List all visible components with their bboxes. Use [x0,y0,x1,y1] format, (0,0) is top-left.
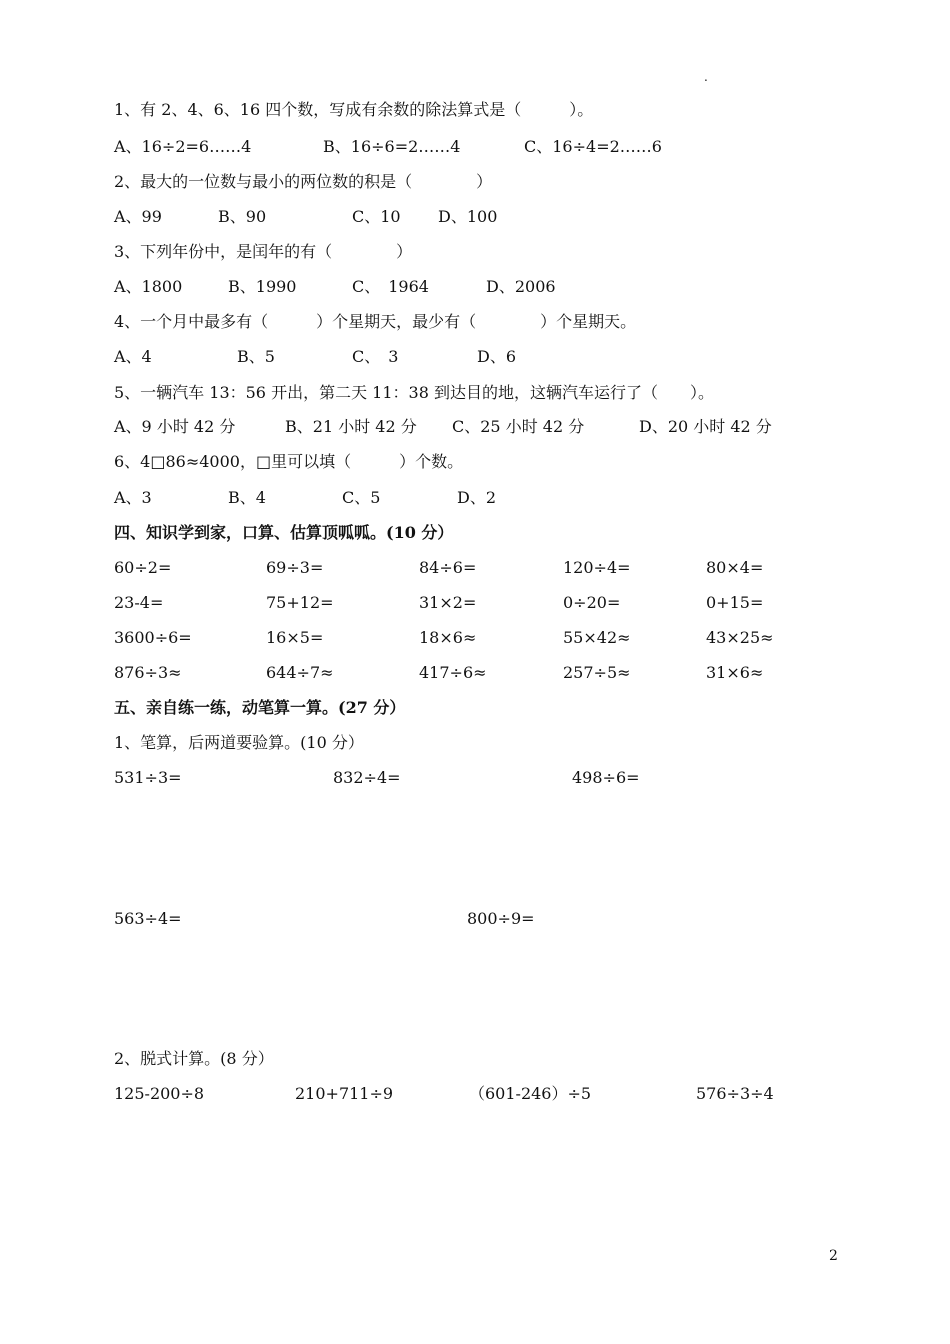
question-2-stem: 2、最大的一位数与最小的两位数的积是（ ） [114,172,493,191]
question-6-option-d: D、2 [457,488,497,507]
question-3-option-c: C、 1964 [352,277,429,296]
mental-math-item: 0÷20= [563,593,621,612]
question-1-option-c: C、16÷4=2……6 [524,137,662,156]
question-1-option-b: B、16÷6=2……4 [323,137,461,156]
section-5-part-2-title: 2、脱式计算。(8 分） [114,1049,274,1068]
question-4-option-c: C、 3 [352,347,399,366]
section-5-heading: 五、亲自练一练，动笔算一算。(27 分） [114,698,406,717]
question-6-option-a: A、3 [114,488,152,507]
mental-math-item: 43×25≈ [706,628,774,647]
mental-math-item: 31×6≈ [706,663,764,682]
question-2-option-d: D、100 [438,207,498,226]
written-calc-item: 531÷3= [114,768,182,787]
mental-math-item: 84÷6= [419,558,477,577]
mental-math-item: 644÷7≈ [266,663,334,682]
mental-math-item: 16×5= [266,628,324,647]
mental-math-item: 60÷2= [114,558,172,577]
question-3-option-a: A、1800 [114,277,183,296]
question-5-option-d: D、20 小时 42 分 [639,417,772,436]
question-4-option-d: D、6 [477,347,517,366]
mental-math-item: 417÷6≈ [419,663,487,682]
question-3-option-b: B、1990 [228,277,297,296]
written-calc-item: 563÷4= [114,909,182,928]
written-calc-item: 800÷9= [467,909,535,928]
step-calc-item: 125-200÷8 [114,1084,205,1103]
question-1-option-a: A、16÷2=6……4 [114,137,252,156]
question-3-option-d: D、2006 [486,277,556,296]
question-2-option-a: A、99 [114,207,162,226]
mental-math-item: 31×2= [419,593,477,612]
header-mark: . [704,70,708,84]
section-5-part-1-title: 1、笔算，后两道要验算。(10 分） [114,733,364,752]
mental-math-item: 120÷4= [563,558,631,577]
step-calc-item: （601-246）÷5 [469,1084,592,1103]
question-5-option-c: C、25 小时 42 分 [452,417,585,436]
mental-math-item: 18×6≈ [419,628,477,647]
question-2-option-b: B、90 [218,207,267,226]
written-calc-item: 498÷6= [572,768,640,787]
question-6-option-c: C、5 [342,488,381,507]
question-5-option-a: A、9 小时 42 分 [114,417,236,436]
question-1-stem: 1、有 2、4、6、16 四个数，写成有余数的除法算式是（ ）。 [114,100,594,119]
question-5-option-b: B、21 小时 42 分 [285,417,417,436]
page-number: 2 [829,1248,838,1264]
step-calc-item: 576÷3÷4 [696,1084,774,1103]
mental-math-item: 3600÷6= [114,628,192,647]
question-2-option-c: C、10 [352,207,401,226]
mental-math-item: 257÷5≈ [563,663,631,682]
mental-math-item: 876÷3≈ [114,663,182,682]
step-calc-item: 210+711÷9 [295,1084,394,1103]
mental-math-item: 23-4= [114,593,164,612]
question-5-stem: 5、一辆汽车 13：56 开出，第二天 11：38 到达目的地，这辆汽车运行了（ ）。 [114,383,714,402]
question-4-option-a: A、4 [114,347,152,366]
question-4-option-b: B、5 [237,347,275,366]
written-calc-item: 832÷4= [333,768,401,787]
question-6-stem: 6、4□86≈4000，□里可以填（ ）个数。 [114,452,464,471]
mental-math-item: 55×42≈ [563,628,631,647]
question-3-stem: 3、下列年份中，是闰年的有（ ） [114,242,413,261]
question-6-option-b: B、4 [228,488,266,507]
mental-math-item: 75+12= [266,593,334,612]
question-4-stem: 4、一个月中最多有（ ）个星期天，最少有（ ）个星期天。 [114,312,637,331]
section-4-heading: 四、知识学到家，口算、估算顶呱呱。(10 分） [114,523,454,542]
mental-math-item: 80×4= [706,558,764,577]
mental-math-item: 69÷3= [266,558,324,577]
mental-math-item: 0+15= [706,593,764,612]
